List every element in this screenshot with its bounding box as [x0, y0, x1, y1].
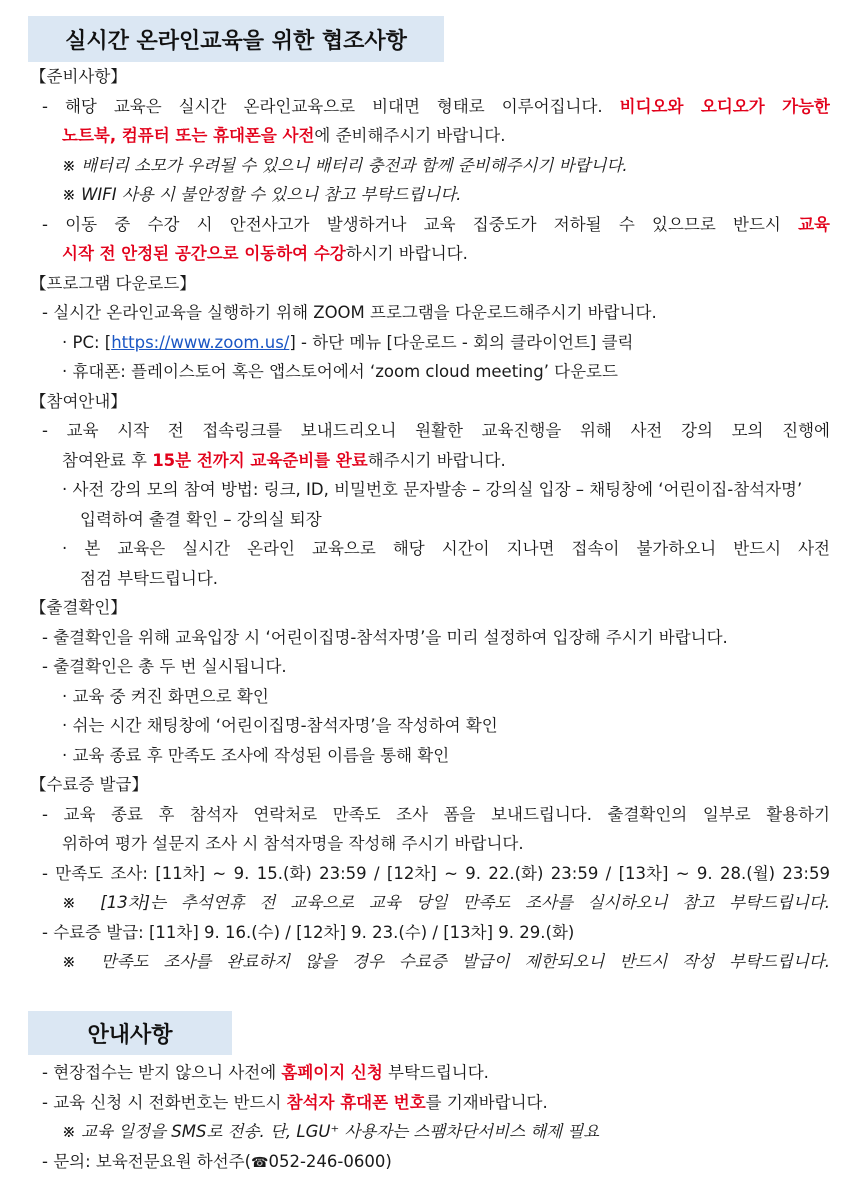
certificate-item-1-cont: 위하여 평가 설문지 조사 시 참석자명을 작성해 주시기 바랍니다. — [62, 834, 524, 853]
text: - 이동 중 수강 시 안전사고가 발생하거나 교육 집중도가 저하될 수 있으므로 반드시 — [42, 214, 799, 234]
cooperation-content — [30, 62, 830, 977]
attendance-bullet-2: · 쉬는 시간 채팅창에 ‘어린이집명-참석자명’을 작성하여 확인 — [62, 716, 498, 735]
download-item-1: - 실시간 온라인교육을 실행하기 위해 ZOOM 프로그램을 다운로드해주시기 바랍니다. — [42, 303, 657, 322]
participation-bullet-2-cont: 점검 부탁드립니다. — [80, 568, 219, 588]
text: 부탁드립니다. — [382, 1063, 489, 1082]
text: ] - 하단 메뉴 [다운로드 - 회의 클라이언트] 클릭 — [289, 332, 634, 352]
text: 하시기 바랍니다. — [345, 244, 468, 263]
section-title-download: 【프로그램 다운로드】 — [30, 273, 196, 293]
text: 052-246-0600) — [268, 1151, 392, 1171]
prep-item-1-cont — [30, 121, 830, 151]
highlight: 비디오와 오디오가 가능한 — [619, 96, 830, 116]
prep-item-1 — [30, 92, 830, 122]
certificate-survey: - 만족도 조사: [11차] ~ 9. 15.(화) 23:59 / [12차] ~ 9. 22.(화) 23:59 / [13차] ~ 9. 28.(월) 23:59 — [42, 863, 830, 883]
participation-item-1: - 교육 시작 전 접속링크를 보내드리오니 원활한 교육진행을 위해 사전 강의 모의 진행에 — [42, 421, 830, 440]
text: 해주시기 바랍니다. — [367, 450, 506, 470]
text: 참여완료 후 — [62, 450, 153, 470]
attendance-bullet-1: · 교육 중 켜진 화면으로 확인 — [62, 686, 269, 706]
certificate-note-1: ※ [13차]는 추석연휴 전 교육으로 교육 당일 만족도 조사를 실시하오니 참고 부탁드립니다. — [62, 893, 830, 912]
prep-item-2-cont — [30, 239, 830, 269]
attendance-item-1: - 출결확인을 위해 교육입장 시 ‘어린이집명-참석자명’을 미리 설정하여 입장해 주시기 바랍니다. — [42, 627, 728, 647]
certificate-issue: - 수료증 발급: [11차] 9. 16.(수) / [12차] 9. 23.(수) / [13차] 9. 29.(화) — [42, 922, 575, 942]
certificate-note-2: ※ 만족도 조사를 완료하지 않을 경우 수료증 발급이 제한되오니 반드시 작성 부탁드립니다. — [62, 952, 830, 971]
section-title-attendance: 【출결확인】 — [30, 598, 127, 617]
text: · PC: [ — [62, 332, 112, 352]
section-title-certificate: 【수료증 발급】 — [30, 775, 148, 794]
highlight: 참석자 휴대폰 번호 — [286, 1092, 426, 1112]
zoom-link[interactable]: https://www.zoom.us/ — [111, 332, 290, 352]
notice-item-1 — [30, 1058, 830, 1088]
attendance-bullet-3: · 교육 종료 후 만족도 조사에 작성된 이름을 통해 확인 — [62, 745, 450, 765]
certificate-item-1: - 교육 종료 후 참석자 연락처로 만족도 조사 폼을 보내드립니다. 출결확인의 일부로 활용하기 — [42, 804, 830, 824]
participation-bullet-1: · 사전 강의 모의 참여 방법: 링크, ID, 비밀번호 문자발송 – 강의실 입장 – 채팅창에 ‘어린이집-참석자명’ — [62, 480, 803, 499]
section-title-preparation: 【준비사항】 — [30, 67, 127, 86]
highlight: 15분 전까지 교육준비를 완료 — [152, 450, 368, 470]
section-header-notice: 안내사항 — [28, 1011, 232, 1055]
participation-bullet-1-cont: 입력하여 출결 확인 – 강의실 퇴장 — [80, 509, 322, 529]
download-pc — [30, 328, 830, 358]
attendance-item-2: - 출결확인은 총 두 번 실시됩니다. — [42, 657, 287, 676]
highlight: 교육 — [798, 214, 830, 234]
notice-note-sms: ※ 교육 일정을 SMS로 전송. 단, LGU⁺ 사용자는 스팸차단서비스 해제 필요 — [62, 1122, 600, 1141]
section-header-cooperation: 실시간 온라인교육을 위한 협조사항 — [28, 16, 444, 62]
prep-note-battery: ※ 배터리 소모가 우려될 수 있으니 배터리 충전과 함께 준비해주시기 바랍니다. — [62, 155, 628, 175]
notice-item-2 — [30, 1088, 830, 1118]
participation-bullet-2: · 본 교육은 실시간 온라인 교육으로 해당 시간이 지나면 접속이 불가하오니 반드시 사전 — [62, 539, 830, 558]
highlight: 홈페이지 신청 — [281, 1063, 383, 1082]
phone-icon: ☎ — [251, 1154, 269, 1171]
download-mobile: · 휴대폰: 플레이스토어 혹은 앱스토어에서 ‘zoom cloud meeting’ 다운로드 — [62, 362, 618, 381]
text: 에 준비해주시기 바랍니다. — [314, 126, 506, 145]
participation-item-1-cont — [30, 446, 830, 476]
text: - 현장접수는 받지 않으니 사전에 — [42, 1063, 282, 1082]
text: - 문의: 보육전문요원 하선주( — [42, 1151, 252, 1171]
text: - 교육 신청 시 전화번호는 반드시 — [42, 1092, 287, 1112]
highlight: 시작 전 안정된 공간으로 이동하여 수강 — [62, 244, 346, 263]
highlight: 노트북, 컴퓨터 또는 휴대폰을 사전 — [62, 126, 315, 145]
section-title-participation: 【참여안내】 — [30, 391, 127, 411]
prep-note-wifi: ※ WIFI 사용 시 불안정할 수 있으니 참고 부탁드립니다. — [62, 185, 462, 204]
prep-item-2 — [30, 210, 830, 240]
text: 를 기재바랍니다. — [425, 1092, 548, 1112]
text: - 해당 교육은 실시간 온라인교육으로 비대면 형태로 이루어집니다. — [42, 96, 620, 116]
notice-content — [30, 1058, 830, 1178]
notice-contact — [30, 1147, 830, 1179]
